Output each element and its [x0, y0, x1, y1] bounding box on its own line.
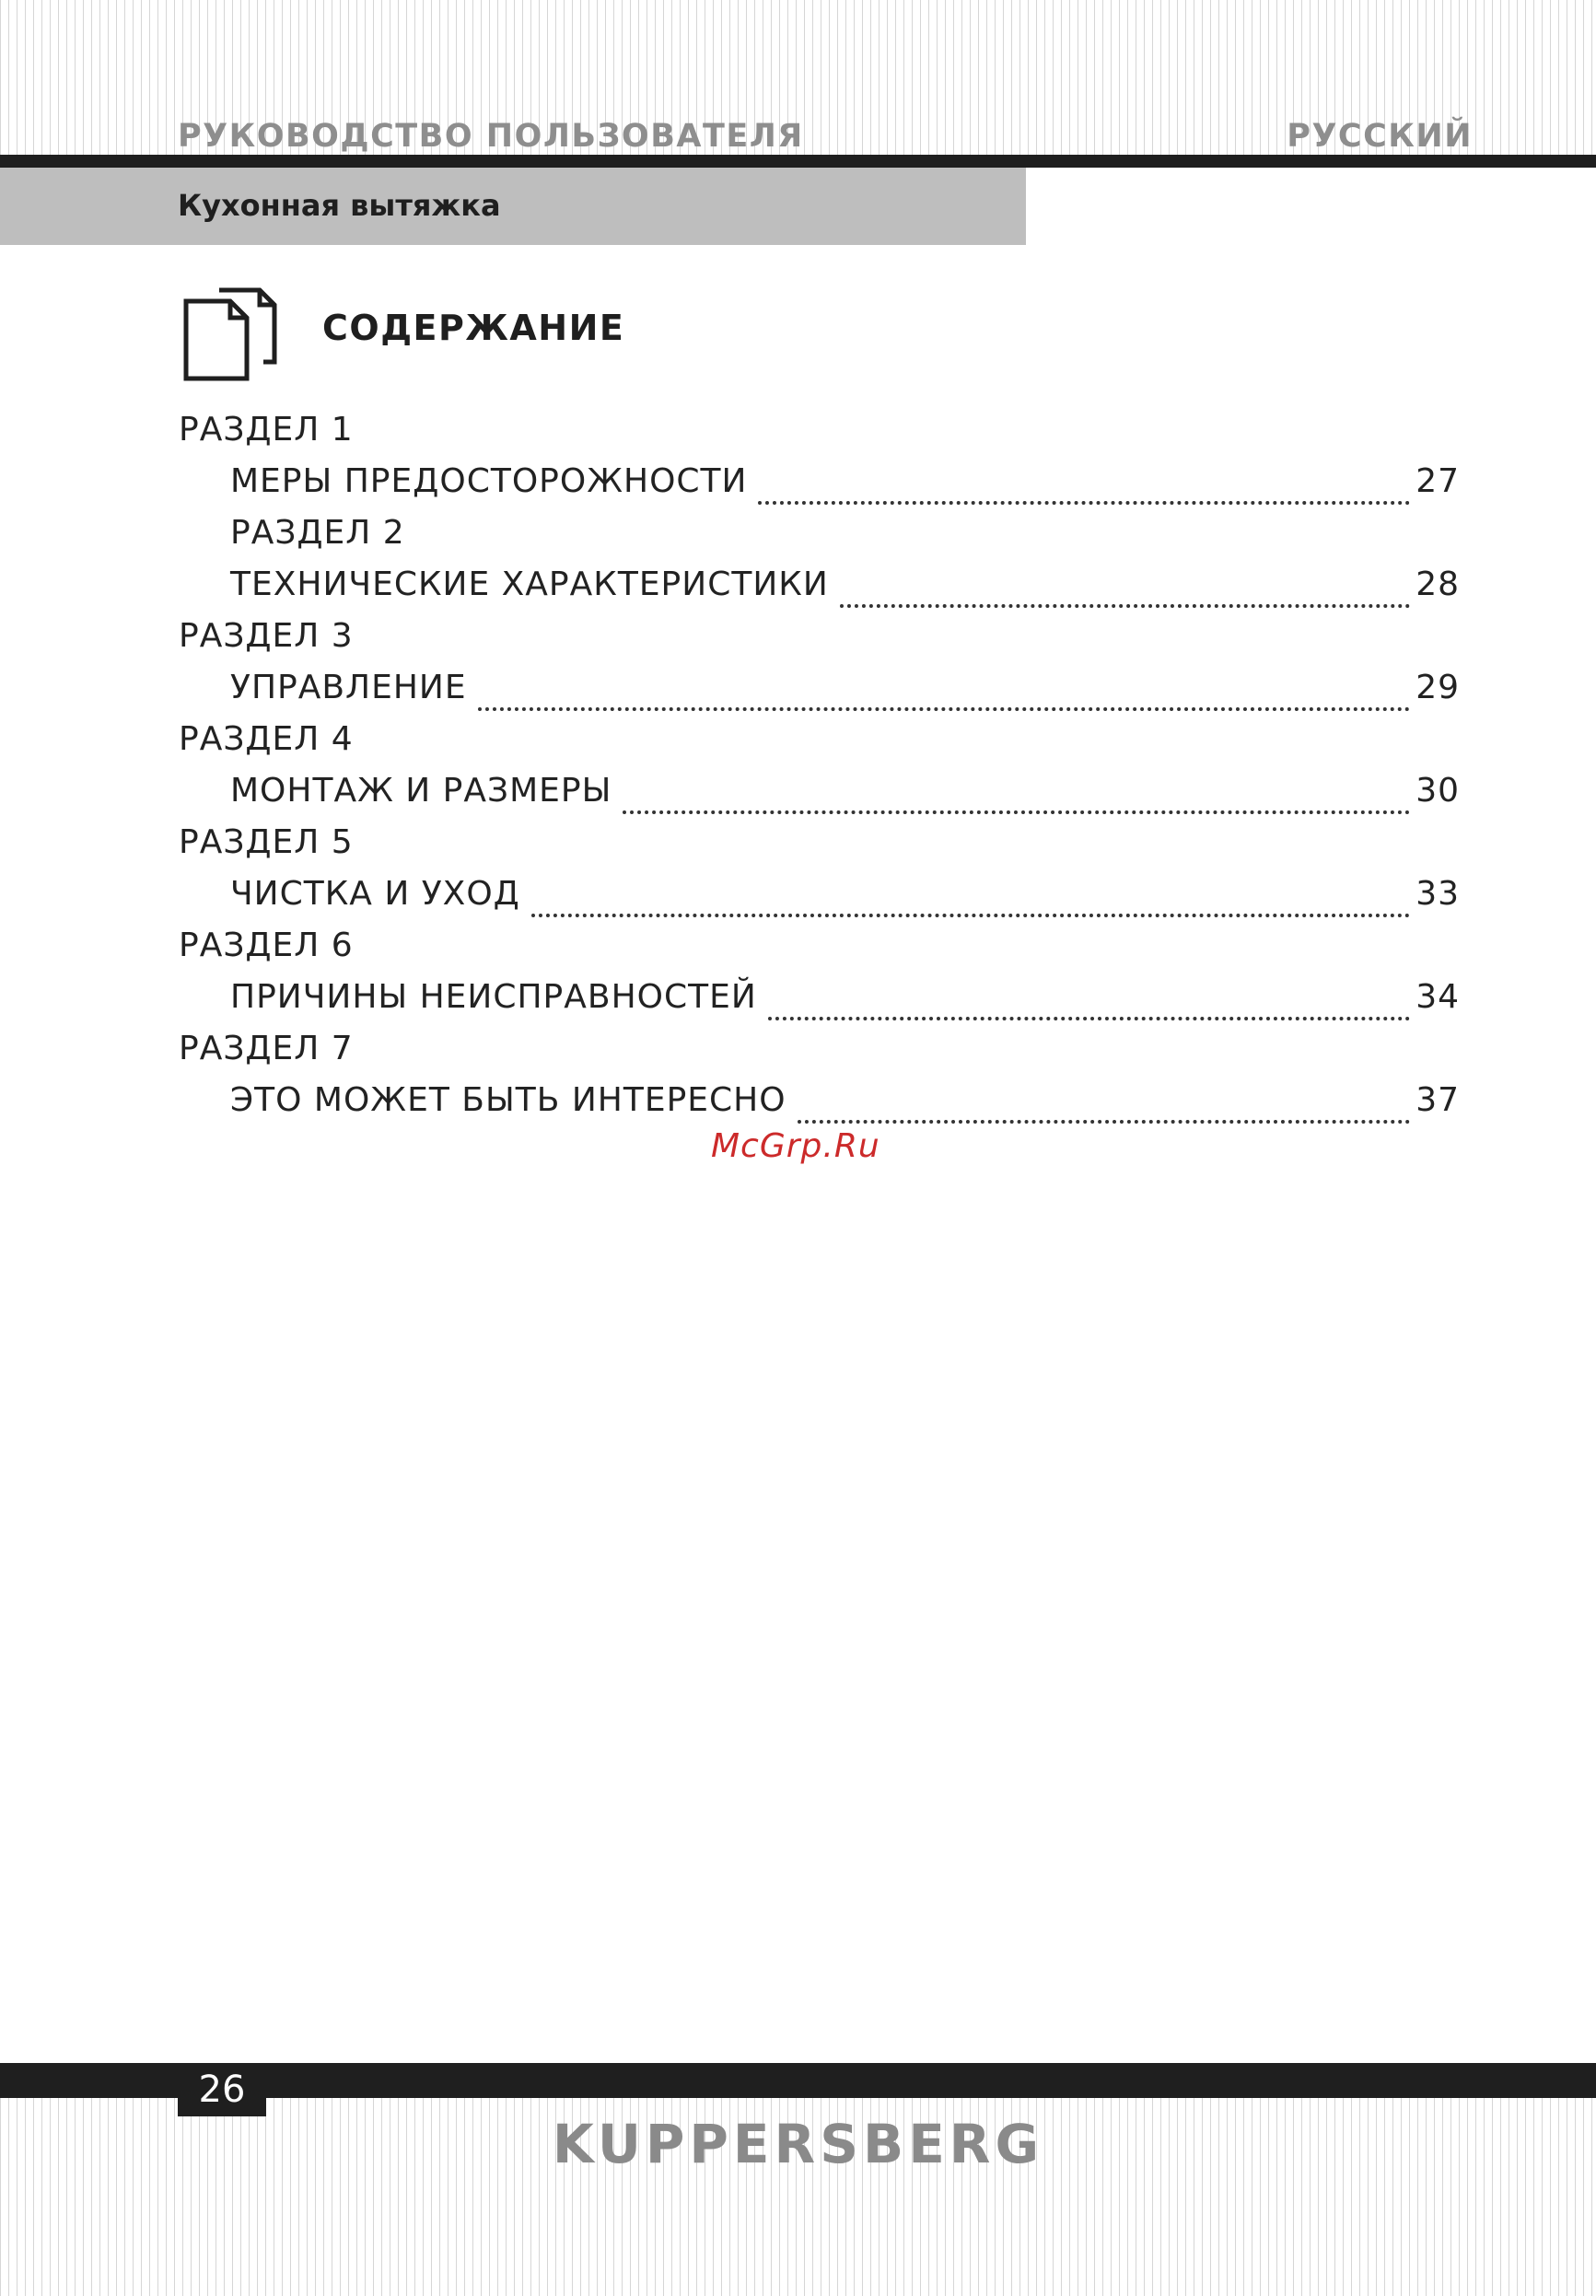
toc-page-number: 28 — [1415, 565, 1460, 603]
product-subtitle: Кухонная вытяжка — [178, 188, 501, 223]
toc-dot-leader — [758, 501, 1410, 505]
toc-entry-title: ТЕХНИЧЕСКИЕ ХАРАКТЕРИСТИКИ — [230, 565, 829, 603]
toc-page-number: 27 — [1415, 462, 1460, 500]
toc-page-number: 33 — [1415, 875, 1460, 913]
toc-entry[interactable] — [230, 669, 1460, 720]
toc-section-label: РАЗДЕЛ 7 — [179, 1030, 354, 1067]
toc-section-label: РАЗДЕЛ 2 — [230, 514, 405, 552]
toc-entry[interactable] — [230, 875, 1460, 927]
toc-dot-leader — [478, 707, 1411, 711]
toc-dot-leader — [798, 1120, 1411, 1124]
toc-entry[interactable] — [230, 565, 1460, 617]
toc-entry[interactable] — [230, 462, 1460, 514]
toc-entry[interactable] — [230, 978, 1460, 1030]
toc-section-label: РАЗДЕЛ 6 — [179, 927, 354, 964]
toc-entry-title: ЭТО МОЖЕТ БЫТЬ ИНТЕРЕСНО — [230, 1081, 786, 1119]
toc-entry-title: МЕРЫ ПРЕДОСТОРОЖНОСТИ — [230, 462, 748, 500]
toc-entry-title: ПРИЧИНЫ НЕИСПРАВНОСТЕЙ — [230, 978, 757, 1016]
toc-dot-leader — [768, 1017, 1410, 1020]
toc-page-number: 29 — [1415, 669, 1460, 706]
toc-entry[interactable] — [230, 772, 1460, 823]
toc-section-label: РАЗДЕЛ 1 — [179, 411, 354, 449]
toc-page-number: 37 — [1415, 1081, 1460, 1119]
page-number-box — [178, 2063, 266, 2116]
page-number: 26 — [198, 2069, 246, 2111]
toc-entry-title: УПРАВЛЕНИЕ — [230, 669, 467, 706]
toc-entry-title: ЧИСТКА И УХОД — [230, 875, 520, 913]
toc-section-label: РАЗДЕЛ 5 — [179, 823, 354, 861]
watermark: McGrp.Ru — [711, 1127, 880, 1165]
toc-entry[interactable] — [230, 1081, 1460, 1133]
header-manual-title: РУКОВОДСТВО ПОЛЬЗОВАТЕЛЯ — [178, 118, 804, 155]
toc-page-number: 34 — [1415, 978, 1460, 1016]
toc-dot-leader — [531, 914, 1410, 917]
toc-section-label: РАЗДЕЛ 4 — [179, 720, 354, 758]
toc-section-label: РАЗДЕЛ 3 — [179, 617, 354, 655]
header-language: РУССКИЙ — [1287, 118, 1473, 155]
toc-dot-leader — [840, 604, 1410, 608]
toc-dot-leader — [623, 810, 1410, 814]
toc-title: СОДЕРЖАНИЕ — [322, 308, 625, 348]
toc-entry-title: МОНТАЖ И РАЗМЕРЫ — [230, 772, 612, 810]
brand-logo: KUPPERSBERG — [552, 2113, 1044, 2175]
toc-page-number: 30 — [1415, 772, 1460, 810]
